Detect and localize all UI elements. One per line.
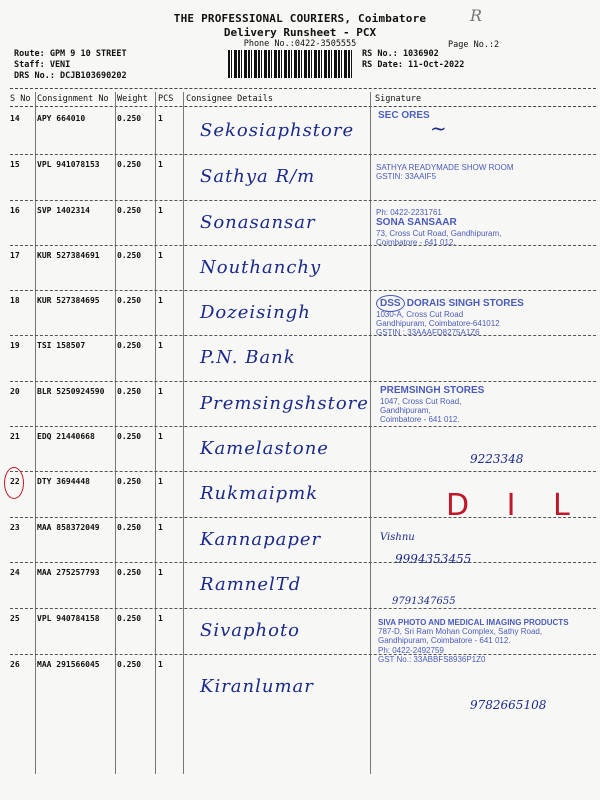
row-sno: 21: [10, 432, 20, 441]
stamp-gst: GST No.: 33ABBFS8936P1Z0: [378, 654, 486, 664]
row-weight: 0.250: [117, 568, 142, 577]
col-weight: Weight: [117, 94, 148, 104]
row-weight: 0.250: [117, 160, 142, 169]
top-scribble: R: [470, 6, 483, 25]
signature-phone-row-21: 9223348: [470, 452, 524, 466]
row-consignment: DTY 3694448: [37, 477, 90, 486]
table-row: [10, 383, 596, 427]
runsheet-subtitle: Delivery Runsheet - PCX: [223, 26, 377, 39]
signature-stamp-row-20: [380, 385, 484, 424]
row-consignment: MAA 275257793: [37, 568, 100, 577]
table-row: [10, 110, 596, 155]
row-separator: [10, 608, 596, 609]
stamp-logo: DSS: [376, 295, 405, 312]
stamp-phone: Ph: 0422-2492759: [378, 645, 444, 655]
company-title: THE PROFESSIONAL COURIERS, Coimbatore: [173, 12, 427, 25]
row-consignment: EDQ 21440668: [37, 432, 95, 441]
row-separator: [10, 290, 596, 291]
stamp-addr: Coimbatore - 641 012.: [380, 414, 460, 424]
rs-number: RS No.: 1036902: [362, 49, 439, 59]
row-consignment: VPL 940784158: [37, 614, 100, 623]
row-consignment: APY 664010: [37, 114, 86, 123]
row-consignment: KUR 527384691: [37, 251, 100, 260]
row-consignment: MAA 291566045: [37, 660, 100, 669]
stamp-name: DORAIS SINGH STORES: [406, 298, 524, 309]
row-sno: 26: [10, 660, 20, 669]
row-sno: 14: [10, 114, 20, 123]
row-pcs: 1: [158, 568, 163, 577]
staff-info: Staff: VENI: [14, 60, 71, 70]
row-sno: 23: [10, 523, 20, 532]
signature-phone-row-23: 9994353455: [395, 552, 472, 566]
signature-scribble: ~: [430, 116, 447, 140]
row-pcs: 1: [158, 160, 163, 169]
stamp-gst: GSTIN: 33AAIF5: [376, 172, 437, 182]
table-row: [10, 202, 596, 246]
header-divider-bottom: [10, 106, 596, 107]
stamp-addr: Coimbatore - 641 012.: [376, 237, 456, 247]
row-weight: 0.250: [117, 432, 142, 441]
row-weight: 0.250: [117, 387, 142, 396]
row-consignee: Sathya R/m: [200, 166, 316, 187]
row-separator: [10, 471, 596, 472]
stamp-name: SONA SANSAAR: [376, 217, 457, 229]
signature-stamp-row-25: [378, 618, 569, 664]
signature-stamp-row-15: [376, 163, 514, 181]
stamp-addr: Gandhipuram, Coimbatore-641012: [376, 318, 500, 328]
row-consignment: SVP 1402314: [37, 206, 90, 215]
row-consignee: Nouthanchy: [200, 257, 322, 278]
signature-name-row-23: Vishnu: [380, 532, 415, 543]
row-consignment: MAA 858372049: [37, 523, 100, 532]
row-22-circle-mark: [4, 467, 24, 499]
col-signature: Signature: [375, 94, 422, 104]
row-sno: 16: [10, 206, 20, 215]
signature-phone-row-24: 9791347655: [392, 596, 456, 607]
col-consignee: Consignee Details: [186, 94, 273, 104]
row-pcs: 1: [158, 614, 163, 623]
row-sno: 18: [10, 296, 20, 305]
stamp-addr: 1047, Cross Cut Road,: [380, 396, 462, 406]
row-weight: 0.250: [117, 523, 142, 532]
row-sno: 19: [10, 341, 20, 350]
stamp-addr: Gandhipuram, Coimbatore - 641 012.: [378, 636, 511, 646]
row-consignment: TSI 158507: [37, 341, 86, 350]
stamp-name: SIVA PHOTO AND MEDICAL IMAGING PRODUCTS: [378, 618, 569, 627]
row-consignment: VPL 941078153: [37, 160, 100, 169]
signature-phone-row-26: 9782665108: [470, 698, 547, 712]
row-weight: 0.250: [117, 477, 142, 486]
table-row: [10, 519, 596, 563]
stamp-name: PREMSINGH STORES: [380, 385, 485, 396]
col-pcs: PCS: [158, 94, 174, 104]
row-pcs: 1: [158, 206, 163, 215]
signature-stamp-row-14: SEC ORES: [378, 110, 430, 121]
row-pcs: 1: [158, 114, 163, 123]
row-weight: 0.250: [117, 296, 142, 305]
signature-stamp-row-18: [376, 298, 524, 337]
row-pcs: 1: [158, 341, 163, 350]
row-pcs: 1: [158, 387, 163, 396]
row-separator: [10, 200, 596, 201]
table-row: [10, 564, 596, 609]
row-pcs: 1: [158, 251, 163, 260]
row-consignee: Kiranlumar: [200, 676, 314, 697]
row-consignment: KUR 527384695: [37, 296, 100, 305]
row-weight: 0.250: [117, 206, 142, 215]
row-consignee: Sivaphoto: [200, 620, 301, 641]
signature-stamp-row-16: [376, 208, 501, 247]
row-sno: 22: [10, 477, 20, 486]
row-pcs: 1: [158, 432, 163, 441]
row-weight: 0.250: [117, 341, 142, 350]
row-consignee: Rukmaipmk: [200, 483, 319, 504]
phone-number: Phone No.:0422-3505555: [243, 39, 357, 49]
row-consignee: RamnelTd: [200, 574, 302, 595]
drs-number: DRS No.: DCJB103690202: [14, 71, 127, 81]
row-sno: 17: [10, 251, 20, 260]
page-number: Page No.:2: [448, 40, 500, 50]
header-divider-top: [10, 88, 596, 89]
row-weight: 0.250: [117, 614, 142, 623]
row-consignee: Sonasansar: [200, 212, 316, 233]
stamp-phone: Ph: 0422-2231761: [376, 208, 442, 217]
row-consignee: Kannapaper: [200, 529, 322, 550]
col-sno: S No: [10, 94, 31, 104]
row-pcs: 1: [158, 523, 163, 532]
row-separator: [10, 562, 596, 563]
row-consignee: Premsingshstore: [200, 393, 369, 414]
row-pcs: 1: [158, 477, 163, 486]
row-sno: 20: [10, 387, 20, 396]
stamp-addr: 73, Cross Cut Road, Gandhipuram,: [376, 228, 502, 238]
stamp-name: SATHYA READYMADE SHOW ROOM: [376, 163, 514, 172]
row-separator: [10, 154, 596, 155]
row-weight: 0.250: [117, 114, 142, 123]
row-separator: [10, 381, 596, 382]
row-consignment: BLR 5250924590: [37, 387, 105, 396]
barcode: [228, 50, 352, 78]
rs-date: RS Date: 11-Oct-2022: [362, 60, 465, 70]
table-row: [10, 247, 596, 291]
row-consignee: Dozeisingh: [200, 302, 311, 323]
row-weight: 0.250: [117, 251, 142, 260]
route-info: Route: GPM 9 10 STREET: [14, 49, 127, 59]
stamp-gst: GSTIN : 33AAAFD8275A1Z6: [376, 327, 480, 337]
col-consignment: Consignment No: [37, 94, 109, 104]
red-mark-row-22: D I L: [446, 488, 584, 523]
stamp-addr: 1030-A, Cross Cut Road: [376, 309, 464, 319]
row-separator: [10, 426, 596, 427]
row-consignee: Kamelastone: [200, 438, 329, 459]
row-pcs: 1: [158, 660, 163, 669]
table-row: [10, 337, 596, 382]
row-separator: [10, 245, 596, 246]
row-weight: 0.250: [117, 660, 142, 669]
stamp-addr: 787-D, Sri Ram Mohan Complex, Sathy Road,: [378, 627, 543, 637]
stamp-addr: Gandhipuram,: [380, 405, 431, 415]
row-sno: 15: [10, 160, 20, 169]
row-pcs: 1: [158, 296, 163, 305]
row-consignee: P.N. Bank: [200, 347, 296, 368]
row-sno: 25: [10, 614, 20, 623]
row-sno: 24: [10, 568, 20, 577]
row-consignee: Sekosiaphstore: [200, 120, 355, 141]
